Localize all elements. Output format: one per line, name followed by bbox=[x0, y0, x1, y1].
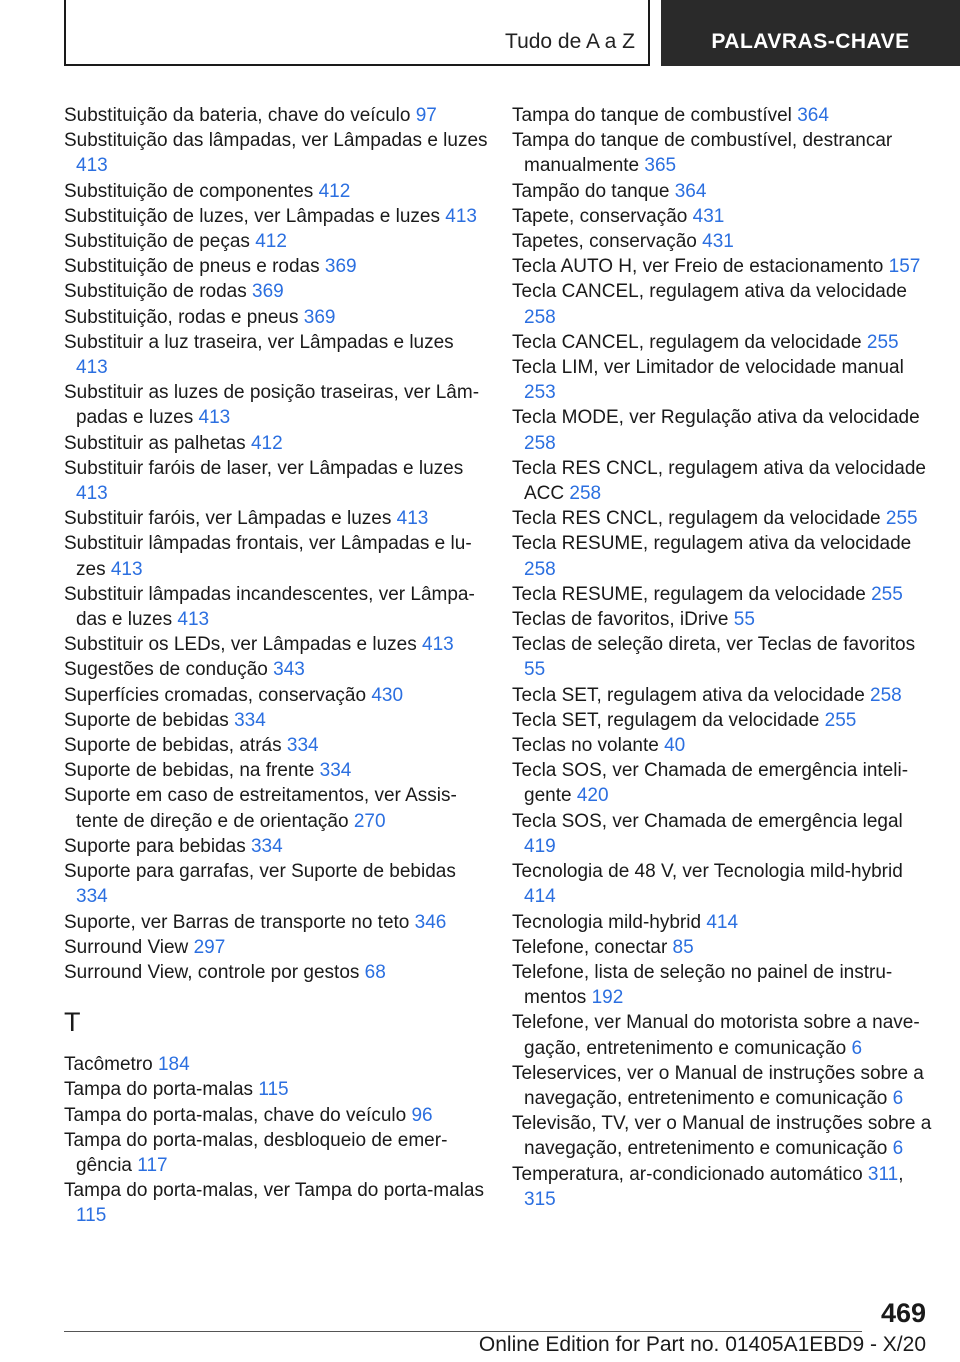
index-entry-text: Suporte em caso de estreitamentos, ver Assistente de direção e de orientação bbox=[64, 785, 457, 832]
page-reference-link[interactable]: 334 bbox=[319, 760, 352, 782]
page-reference-link[interactable]: 258 bbox=[524, 432, 556, 454]
index-list-t bbox=[64, 1052, 489, 1228]
page-reference-link[interactable]: 334 bbox=[286, 735, 319, 757]
index-entry-text: Tecla CANCEL, regulagem ativa da velocidade bbox=[512, 281, 907, 303]
page-reference-link[interactable]: 40 bbox=[664, 735, 686, 757]
index-entry bbox=[512, 506, 937, 531]
index-entry-text: Tapete, conservação bbox=[512, 205, 688, 227]
index-entry bbox=[512, 632, 937, 682]
page-reference-link[interactable]: 55 bbox=[524, 659, 546, 681]
page-reference-link[interactable]: 412 bbox=[318, 180, 351, 202]
index-entry-text: Televisão, TV, ver o Manual de instruções sobre a navegação, entretenimento e comunicação bbox=[512, 1113, 932, 1160]
index-entry bbox=[64, 1103, 489, 1128]
page-reference-link[interactable]: 420 bbox=[576, 785, 609, 807]
index-entry bbox=[64, 1178, 489, 1228]
page-reference-link[interactable]: 6 bbox=[892, 1087, 904, 1109]
index-entry-text: Tecnologia mild-hybrid bbox=[512, 911, 702, 933]
index-entry-text: Suporte para garrafas, ver Suporte de bebidas bbox=[64, 861, 456, 883]
index-entry-text: Tecla RES CNCL, regulagem ativa da velocidade ACC bbox=[512, 457, 926, 505]
index-entry bbox=[64, 254, 489, 279]
index-entry-text: Tecla LIM, ver Limitador de velocidade manual bbox=[512, 357, 904, 379]
index-entry-text: Substituição das lâmpadas, ver Lâmpadas e luzes bbox=[64, 130, 488, 152]
index-entry bbox=[64, 279, 489, 304]
page-reference-link[interactable]: 365 bbox=[644, 155, 677, 177]
page-reference-link[interactable]: 346 bbox=[414, 911, 447, 933]
index-entry-text: Tecla SOS, ver Chamada de emergência legal bbox=[512, 810, 903, 832]
index-entry bbox=[64, 632, 489, 657]
page-reference-link[interactable]: 6 bbox=[851, 1037, 863, 1059]
index-entry-text: Substituir lâmpadas frontais, ver Lâmpadas e luzes bbox=[64, 533, 472, 580]
index-entry-text: Telefone, ver Manual do motorista sobre a navegação, entretenimento e comunicação bbox=[512, 1012, 920, 1059]
page-reference-link[interactable]: 258 bbox=[870, 684, 902, 706]
page-reference-link[interactable]: 184 bbox=[157, 1054, 190, 1076]
index-entry bbox=[64, 229, 489, 254]
index-entry-text: Substituição da bateria, chave do veículo bbox=[64, 105, 411, 126]
page-reference-link[interactable]: 6 bbox=[892, 1138, 904, 1160]
index-entry bbox=[64, 758, 489, 783]
index-entry bbox=[64, 506, 489, 531]
page-reference-link[interactable]: 258 bbox=[524, 558, 556, 580]
index-entry bbox=[64, 330, 489, 380]
page-reference-link[interactable]: 413 bbox=[76, 483, 108, 505]
index-entry-text: Tampa do porta-malas, chave do veículo bbox=[64, 1104, 407, 1126]
index-entry bbox=[512, 910, 937, 935]
page-reference-link[interactable]: 414 bbox=[524, 886, 556, 908]
index-entry-text: Tecla SET, regulagem ativa da velocidade bbox=[512, 684, 865, 706]
index-entry bbox=[512, 733, 937, 758]
index-entry bbox=[64, 531, 489, 581]
index-entry-text: Substituir a luz traseira, ver Lâmpadas e luzes bbox=[64, 331, 454, 353]
index-entry-text: Substituição de luzes, ver Lâmpadas e luzes bbox=[64, 205, 440, 227]
page-reference-link[interactable]: 96 bbox=[411, 1104, 433, 1126]
page-reference-link[interactable]: 419 bbox=[524, 835, 556, 857]
index-entry bbox=[64, 733, 489, 758]
index-entry bbox=[64, 431, 489, 456]
index-entry bbox=[64, 1128, 489, 1178]
index-entry bbox=[64, 179, 489, 204]
index-entry: Temperatura, ar-condicionado automático 311, 315 bbox=[512, 1163, 904, 1210]
index-entry bbox=[512, 1010, 937, 1060]
index-entry bbox=[512, 456, 937, 506]
page-reference-link[interactable]: 413 bbox=[177, 609, 210, 631]
page-reference-link[interactable]: 255 bbox=[885, 508, 918, 530]
page-reference-link[interactable]: 369 bbox=[303, 306, 336, 328]
index-entry-text: Substituição de componentes bbox=[64, 180, 314, 202]
page-reference-link[interactable]: 364 bbox=[797, 105, 829, 126]
index-entry-text: Substituição de peças bbox=[64, 231, 250, 253]
index-entry bbox=[64, 582, 489, 632]
index-entry-text: Substituir faróis de laser, ver Lâmpadas e luzes bbox=[64, 457, 464, 479]
index-entry bbox=[512, 103, 937, 128]
index-entry-text: Teclas de seleção direta, ver Teclas de favoritos bbox=[512, 634, 916, 656]
page-reference-link[interactable]: 255 bbox=[824, 709, 857, 731]
page-reference-link[interactable]: 334 bbox=[76, 886, 108, 908]
index-entry bbox=[64, 380, 489, 430]
index-entry-text: Suporte, ver Barras de transporte no teto bbox=[64, 911, 410, 933]
index-entry bbox=[512, 279, 937, 329]
index-list-t-continued bbox=[512, 103, 937, 1212]
page-reference-link[interactable]: 68 bbox=[364, 961, 386, 983]
index-entry bbox=[512, 229, 937, 254]
index-entry bbox=[512, 355, 937, 405]
index-entry-text: Tecla MODE, ver Regulação ativa da velocidade bbox=[512, 407, 920, 429]
index-entry bbox=[64, 1052, 489, 1077]
page-reference-link[interactable]: 55 bbox=[733, 609, 755, 631]
index-entry bbox=[64, 859, 489, 909]
index-entry-text: Suporte de bebidas bbox=[64, 709, 229, 731]
page-reference-link[interactable]: 334 bbox=[234, 709, 266, 731]
page-reference-link[interactable]: 311 bbox=[867, 1163, 899, 1185]
index-entry-text: Tampa do porta-malas, ver Tampa do porta-malas bbox=[64, 1180, 484, 1202]
index-entry-text: Tampa do porta-malas, desbloqueio de emergência bbox=[64, 1129, 448, 1176]
header-rule-left bbox=[64, 0, 66, 66]
index-entry-text: Suporte de bebidas, atrás bbox=[64, 735, 282, 757]
page-reference-link[interactable]: 364 bbox=[674, 180, 707, 202]
page-reference-link[interactable]: 412 bbox=[250, 432, 283, 454]
page-reference-link[interactable]: 255 bbox=[866, 331, 899, 353]
index-list-s bbox=[64, 103, 489, 985]
index-entry bbox=[512, 1111, 937, 1161]
index-entry bbox=[64, 935, 489, 960]
footer-rule bbox=[64, 1331, 862, 1332]
index-entry bbox=[512, 1061, 937, 1111]
page-reference-link[interactable]: 334 bbox=[250, 835, 283, 857]
index-entry bbox=[64, 103, 489, 128]
index-entry bbox=[512, 582, 937, 607]
index-entry bbox=[64, 128, 489, 178]
index-entry-text: Tecla SET, regulagem da velocidade bbox=[512, 709, 820, 731]
index-entry bbox=[64, 305, 489, 330]
index-entry bbox=[512, 405, 937, 455]
page-reference-link[interactable]: 255 bbox=[871, 583, 903, 605]
page-reference-link[interactable]: 315 bbox=[524, 1188, 556, 1210]
index-entry bbox=[64, 456, 489, 506]
index-entry-text: Tampa do tanque de combustível bbox=[512, 105, 792, 126]
page-reference-link[interactable]: 413 bbox=[76, 357, 108, 379]
page-reference-link[interactable]: 431 bbox=[692, 205, 725, 227]
page-reference-link[interactable]: 412 bbox=[255, 231, 287, 253]
index-entry bbox=[512, 683, 937, 708]
index-entry-text: Tecnologia de 48 V, ver Tecnologia mild-hybrid bbox=[512, 861, 903, 883]
page-reference-link[interactable]: 414 bbox=[706, 911, 739, 933]
header-separator bbox=[648, 0, 650, 66]
page-reference-link[interactable]: 115 bbox=[76, 1205, 107, 1227]
index-entry-text: Tecla RES CNCL, regulagem da velocidade bbox=[512, 508, 881, 530]
page-reference-link[interactable]: 413 bbox=[110, 558, 143, 580]
index-entry bbox=[512, 708, 937, 733]
index-entry-text: Tapetes, conservação bbox=[512, 231, 697, 253]
index-entry-text: Telefone, conectar bbox=[512, 936, 668, 958]
page-reference-link[interactable]: 117 bbox=[137, 1154, 168, 1176]
page-reference-link[interactable]: 413 bbox=[396, 508, 429, 530]
page-reference-link[interactable]: 157 bbox=[888, 256, 921, 278]
index-entry-text: Substituição, rodas e pneus bbox=[64, 306, 299, 328]
index-entry-text: Teclas de favoritos, iDrive bbox=[512, 609, 729, 631]
index-entry-text: Surround View, controle por gestos bbox=[64, 961, 360, 983]
index-entry-text: Tampa do tanque de combustível, destrancar manualmente bbox=[512, 130, 893, 177]
index-entry bbox=[512, 960, 937, 1010]
index-entry-text: Substituir faróis, ver Lâmpadas e luzes bbox=[64, 508, 392, 530]
page-reference-link[interactable]: 369 bbox=[252, 281, 284, 303]
index-column-right bbox=[512, 103, 937, 1212]
index-entry bbox=[512, 179, 937, 204]
page-reference-link[interactable]: 115 bbox=[258, 1079, 289, 1101]
index-entry-text: Teclas no volante bbox=[512, 735, 659, 757]
index-entry bbox=[64, 834, 489, 859]
index-entry-text: Substituição de pneus e rodas bbox=[64, 256, 320, 278]
index-entry-text: Substituir as palhetas bbox=[64, 432, 246, 454]
index-entry-text: Substituição de rodas bbox=[64, 281, 247, 303]
page-reference-link[interactable]: 369 bbox=[324, 256, 357, 278]
index-entry bbox=[64, 683, 489, 708]
index-entry bbox=[64, 204, 489, 229]
index-entry-text: Tampa do porta-malas bbox=[64, 1079, 254, 1101]
index-entry-text: Suporte de bebidas, na frente bbox=[64, 760, 315, 782]
page-reference-link[interactable]: 413 bbox=[198, 407, 231, 429]
index-entry bbox=[64, 960, 489, 985]
index-entry bbox=[512, 935, 937, 960]
index-entry-text: Telefone, lista de seleção no painel de instrumentos bbox=[512, 961, 893, 1009]
index-entry bbox=[64, 708, 489, 733]
index-entry bbox=[64, 1077, 489, 1102]
header-section-title: Tudo de A a Z bbox=[505, 30, 635, 53]
index-column-left bbox=[64, 103, 489, 1229]
index-entry bbox=[512, 254, 937, 279]
page-reference-link[interactable]: 413 bbox=[445, 205, 477, 227]
index-entry-text: Tecla RESUME, regulagem da velocidade bbox=[512, 583, 866, 605]
page-reference-link[interactable]: 431 bbox=[702, 231, 734, 253]
index-entry bbox=[512, 607, 937, 632]
page-reference-link[interactable]: 413 bbox=[422, 634, 454, 656]
index-entry-text: Teleservices, ver o Manual de instruções sobre a navegação, entretenimento e comunicação bbox=[512, 1062, 924, 1109]
index-entry-text: Tecla RESUME, regulagem ativa da velocidade bbox=[512, 533, 912, 555]
index-entry bbox=[512, 330, 937, 355]
footer-edition: Online Edition for Part no. 01405A1EBD9 - X/20 bbox=[478, 1333, 926, 1356]
index-entry bbox=[64, 657, 489, 682]
index-entry bbox=[512, 809, 937, 859]
index-entry-text: Surround View bbox=[64, 936, 189, 958]
index-entry-text: Superfícies cromadas, conservação bbox=[64, 684, 367, 706]
page-reference-link[interactable]: 192 bbox=[591, 987, 624, 1009]
index-entry bbox=[512, 859, 937, 909]
page-reference-link[interactable]: 430 bbox=[371, 684, 404, 706]
index-entry-text: Temperatura, ar-condicionado automático bbox=[512, 1163, 863, 1185]
page-number: 469 bbox=[880, 1298, 926, 1328]
index-entry-text: Sugestões de condução bbox=[64, 659, 268, 681]
header-chapter-tab: PALAVRAS-CHAVE bbox=[661, 0, 960, 66]
page-reference-link[interactable]: 270 bbox=[353, 810, 386, 832]
index-entry-text: Suporte para bebidas bbox=[64, 835, 246, 857]
page-reference-link[interactable]: 85 bbox=[672, 936, 694, 958]
index-entry-text: Tampão do tanque bbox=[512, 180, 670, 202]
index-entry-text: Tecla CANCEL, regulagem da velocidade bbox=[512, 331, 862, 353]
index-entry-text: Substituir as luzes de posição traseiras, ver Lâmpadas e luzes bbox=[64, 382, 480, 429]
page-reference-link[interactable]: 97 bbox=[415, 105, 437, 126]
page-reference-link[interactable]: 258 bbox=[569, 483, 602, 505]
index-entry bbox=[512, 758, 937, 808]
index-entry bbox=[512, 204, 937, 229]
page-reference-link[interactable]: 258 bbox=[524, 306, 556, 328]
page-reference-link[interactable]: 253 bbox=[524, 382, 556, 404]
index-entry bbox=[512, 128, 937, 178]
page-reference-link[interactable]: 413 bbox=[76, 155, 108, 177]
page-reference-link[interactable]: 297 bbox=[193, 936, 226, 958]
index-entry-text: Tecla SOS, ver Chamada de emergência inteligente bbox=[512, 760, 909, 807]
index-entry bbox=[512, 531, 937, 581]
page-reference-link[interactable]: 343 bbox=[273, 659, 305, 681]
index-entry bbox=[64, 783, 489, 833]
index-letter-heading: T bbox=[64, 1007, 81, 1038]
index-entry-text: Substituir lâmpadas incandescentes, ver Lâmpadas e luzes bbox=[64, 583, 475, 631]
index-entry-text: Substituir os LEDs, ver Lâmpadas e luzes bbox=[64, 634, 417, 656]
index-entry bbox=[64, 910, 489, 935]
index-entry-text: Tacômetro bbox=[64, 1054, 153, 1076]
index-entry-text: Tecla AUTO H, ver Freio de estacionamento bbox=[512, 256, 884, 278]
